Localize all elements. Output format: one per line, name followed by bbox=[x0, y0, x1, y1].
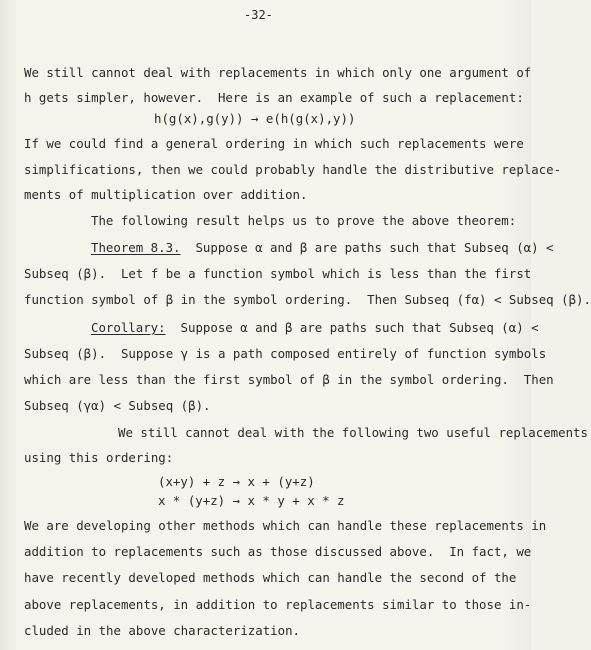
text-line: above replacements, in addition to replacements similar to those in- bbox=[24, 597, 532, 612]
corollary-text: Suppose α and β are paths such that Subseq (α) < bbox=[165, 320, 539, 335]
theorem-label: Theorem 8.3. bbox=[91, 240, 181, 255]
page-number: -32- bbox=[244, 8, 273, 22]
text-line: Subseq (β). Let f be a function symbol which is less than the first bbox=[24, 266, 532, 281]
text-line: addition to replacements such as those discussed above. In fact, we bbox=[24, 544, 532, 559]
theorem-line bbox=[91, 241, 554, 255]
text-line: using this ordering: bbox=[24, 450, 174, 465]
text-line: Subseq (γα) < Subseq (β). bbox=[24, 398, 211, 413]
text-line: The following result helps us to prove the above theorem: bbox=[91, 213, 517, 228]
text-line: If we could find a general ordering in which such replacements were bbox=[24, 136, 524, 151]
text-line: simplifications, then we could probably handle the distributive replace- bbox=[24, 162, 562, 177]
corollary-label: Corollary: bbox=[91, 320, 166, 335]
formula-line: x * (y+z) → x * y + x * z bbox=[158, 493, 345, 508]
formula-line: (x+y) + z → x + (y+z) bbox=[158, 474, 315, 489]
text-line: function symbol of β in the symbol ordering. Then Subseq (fα) < Subseq (β). bbox=[24, 292, 591, 307]
text-line: which are less than the first symbol of β in the symbol ordering. Then bbox=[24, 372, 554, 387]
text-line: We still cannot deal with the following two useful replacements bbox=[118, 425, 588, 440]
text-line: h gets simpler, however. Here is an example of such a replacement: bbox=[24, 90, 524, 105]
text-line: ments of multiplication over addition. bbox=[24, 187, 308, 202]
corollary-line bbox=[91, 321, 539, 335]
text-line: We still cannot deal with replacements in which only one argument of bbox=[24, 65, 532, 80]
text-line: We are developing other methods which can handle these replacements in bbox=[24, 518, 547, 533]
theorem-text: Suppose α and β are paths such that Subseq (α) < bbox=[180, 240, 554, 255]
text-line: Subseq (β). Suppose γ is a path composed entirely of function symbols bbox=[24, 346, 547, 361]
formula-line: h(g(x),g(y)) → e(h(g(x),y)) bbox=[154, 111, 356, 126]
text-line: cluded in the above characterization. bbox=[24, 623, 301, 638]
text-line: have recently developed methods which can handle the second of the bbox=[24, 570, 517, 585]
